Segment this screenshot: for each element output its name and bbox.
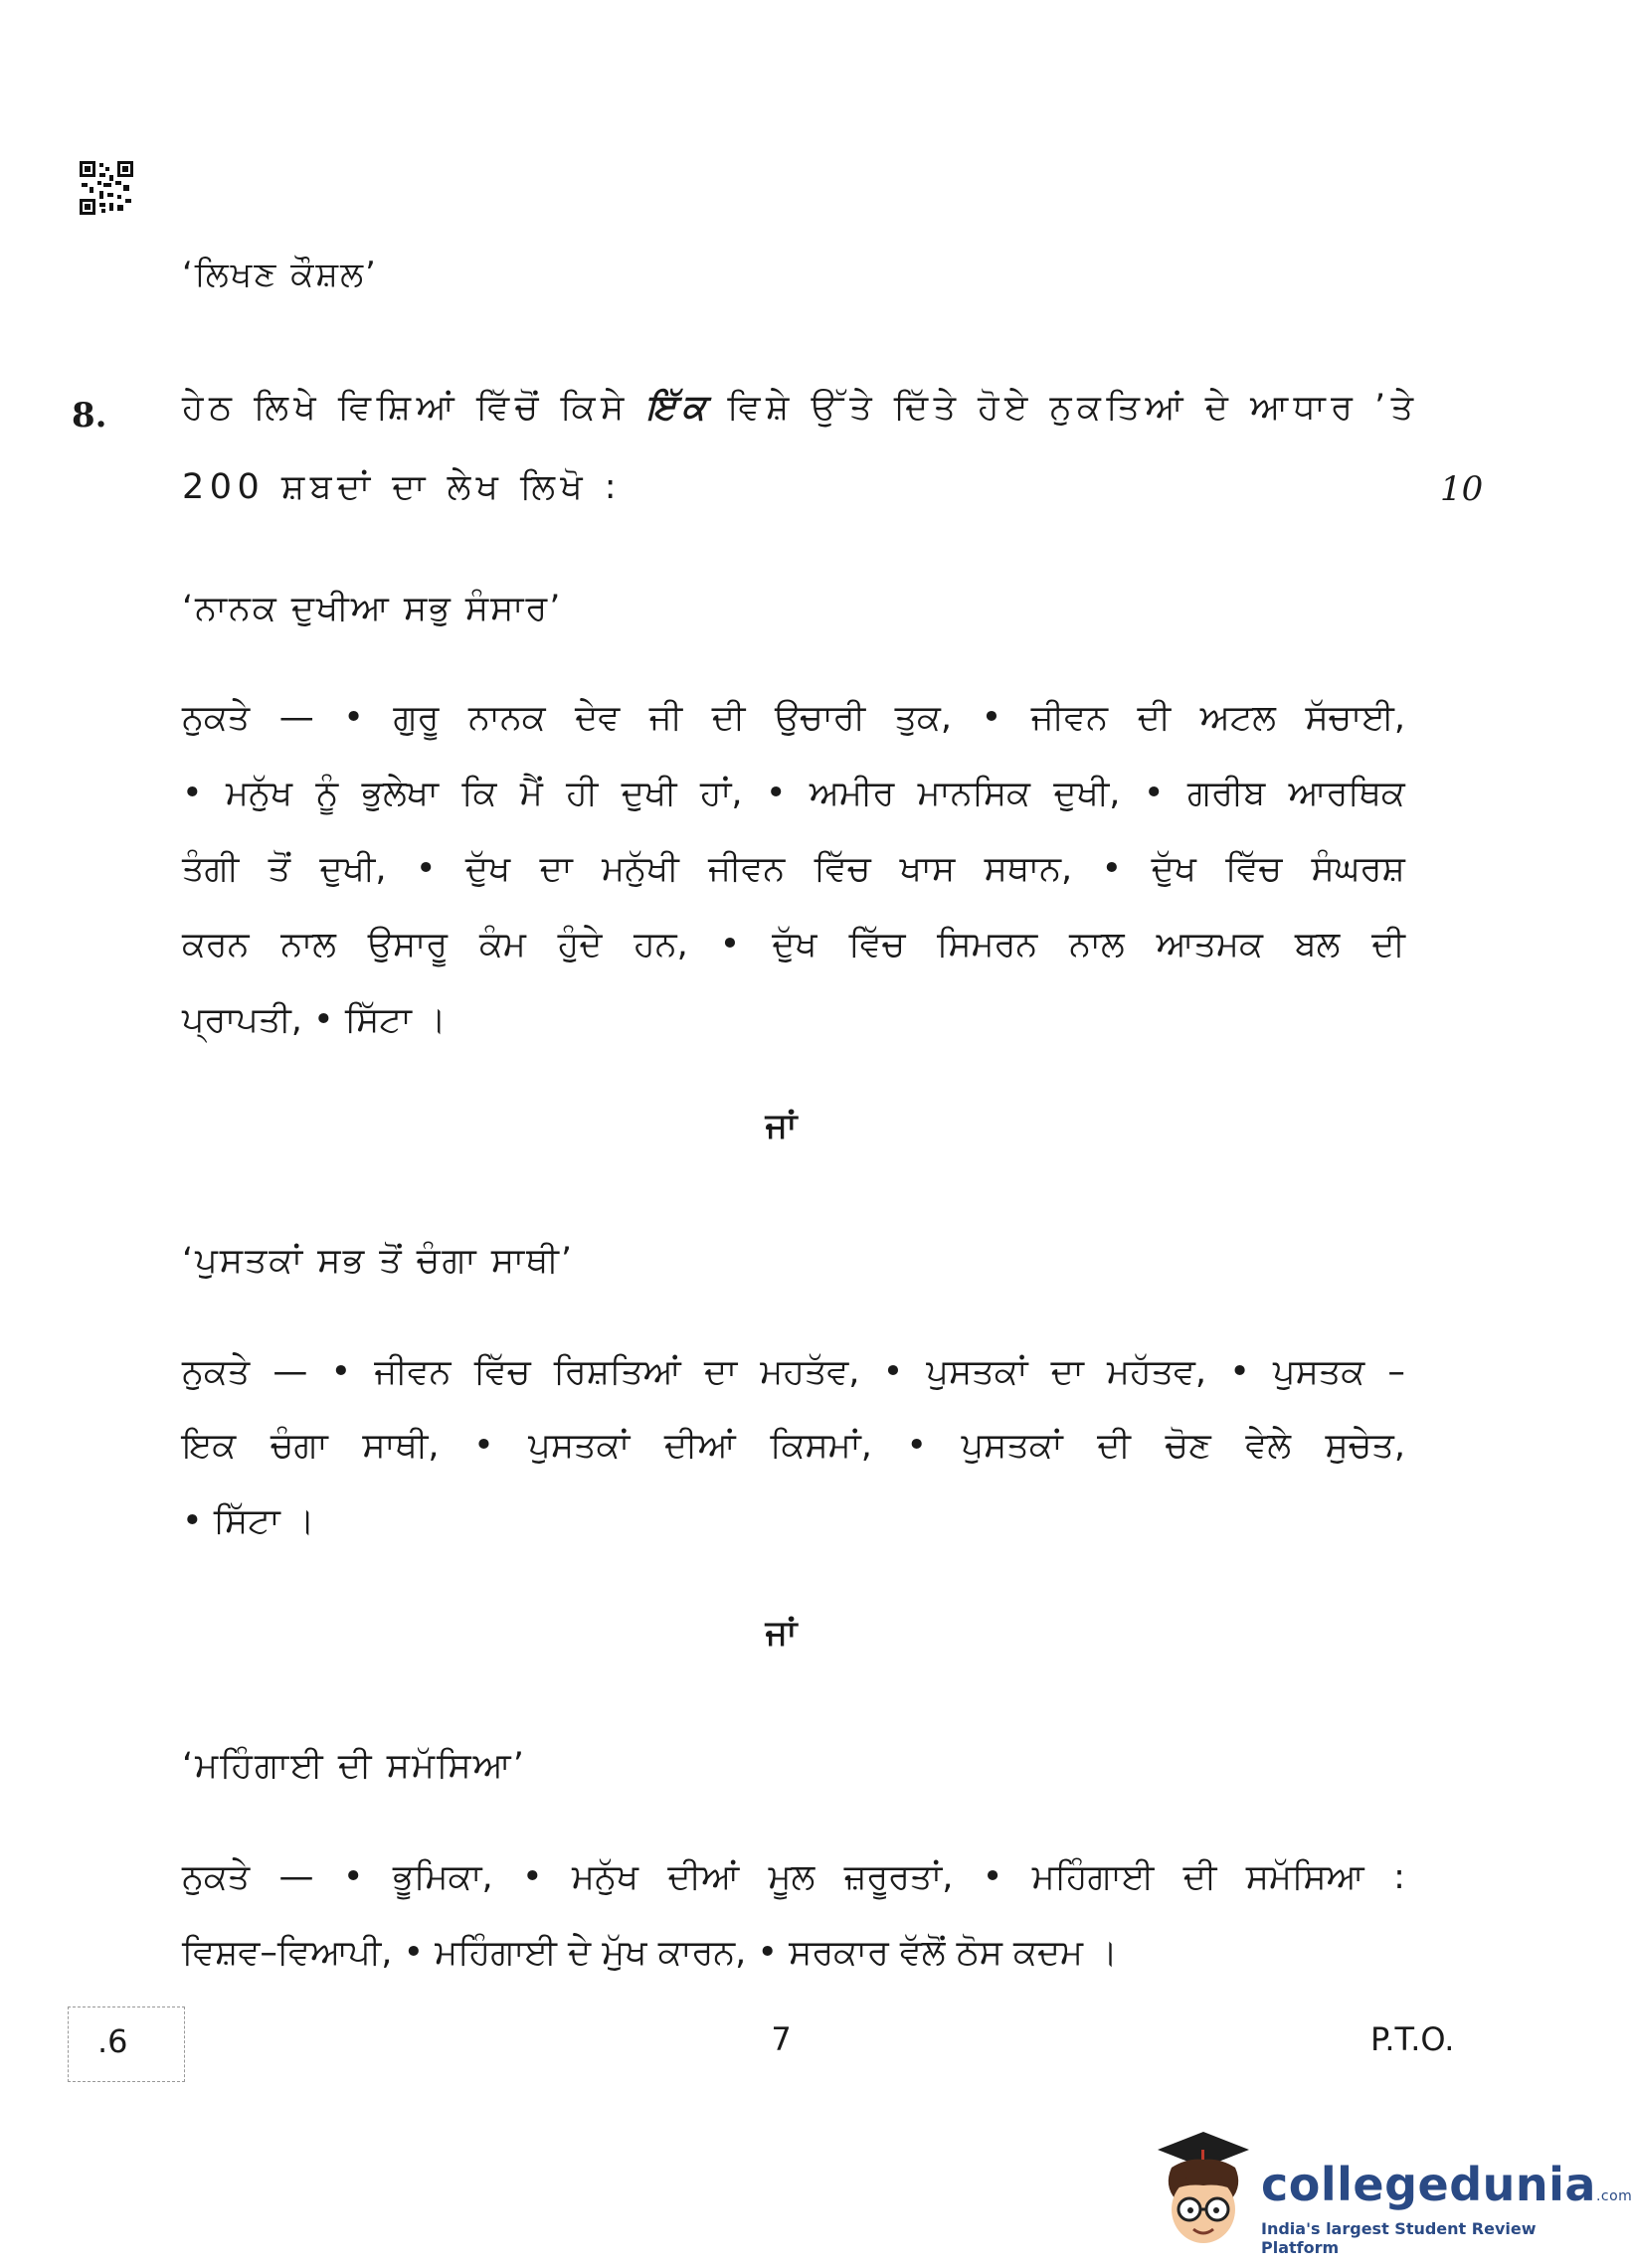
question-line-1: [182, 388, 1419, 428]
word: ਅਮੀਰ: [809, 774, 895, 813]
word: ਇਕ: [182, 1426, 237, 1466]
word: ਨੁਕਤੇ: [182, 1857, 251, 1897]
word: •: [982, 1857, 1003, 1897]
word: ਦੇਵ: [575, 698, 621, 738]
word: ਆਤਮਕ: [1156, 925, 1263, 964]
brand-suffix: .com: [1595, 2188, 1632, 2204]
word: ਵਿੱਚ: [473, 1352, 531, 1392]
question-text-pre: ਹੇਠ ਲਿਖੇ ਵਿਸ਼ਿਆਂ ਵਿੱਚੋਂ ਕਿਸੇ: [182, 388, 630, 428]
topic-line: [182, 698, 1405, 738]
word: ਨਾਲ: [280, 925, 336, 964]
word: ਪੁਸਤਕਾਂ: [528, 1426, 631, 1466]
word: ਕਿ: [461, 774, 497, 813]
word: —: [272, 1352, 308, 1392]
topic-line: ਵਿਸ਼ਵ–ਵਿਆਪੀ, • ਮਹਿੰਗਾਈ ਦੇ ਮੁੱਖ ਕਾਰਨ, • ਸਰਕਾਰ ਵੱਲੋਂ ਠੋਸ ਕਦਮ ।: [182, 1933, 1118, 1973]
topic-line: [182, 1857, 1405, 1897]
topic-line: [182, 925, 1405, 964]
word: ਨੁਕਤੇ: [182, 698, 251, 738]
word: •: [882, 1352, 904, 1392]
topic-line: ਪ੍ਰਾਪਤੀ, • ਸਿੱਟਾ ।: [182, 1000, 447, 1040]
word: ਦੁਖੀ,: [319, 849, 387, 889]
word: •: [342, 1857, 364, 1897]
word: ਦੁੱਖ: [1151, 849, 1196, 889]
word: ਆਰਥਿਕ: [1288, 774, 1405, 813]
word: •: [981, 698, 1002, 738]
word: ਪੁਸਤਕ: [1273, 1352, 1365, 1392]
topic-line: [182, 774, 1405, 813]
word: •: [1101, 849, 1123, 889]
word: ਕਰਨ: [182, 925, 250, 964]
word: ਦੁਖੀ,: [1053, 774, 1121, 813]
question-marks: 10: [1440, 469, 1484, 509]
or-separator: ਜਾਂ: [765, 1613, 798, 1653]
word: •: [473, 1426, 494, 1466]
word: ਹਨ,: [634, 925, 688, 964]
word: •: [719, 925, 741, 964]
word: ਭੁਲੇਖਾ: [361, 774, 439, 813]
word: ਰਿਸ਼ਤਿਆਂ: [553, 1352, 681, 1392]
qr-code-icon: [80, 161, 133, 215]
word: ਨੁਕਤੇ: [182, 1352, 251, 1392]
word: ਮੈਂ: [519, 774, 543, 813]
word: ਬਲ: [1294, 925, 1341, 964]
word: ਦੀ: [711, 698, 746, 738]
word: ਖਾਸ: [899, 849, 956, 889]
word: ਦੀ: [1371, 925, 1405, 964]
topic-title: ‘ਨਾਨਕ ਦੁਖੀਆ ਸਭੁ ਸੰਸਾਰ’: [182, 589, 563, 628]
word: ਨਾਨਕ: [468, 698, 546, 738]
word: ਮਨੁੱਖ: [226, 774, 293, 813]
word: ਤੋਂ: [268, 849, 291, 889]
word: ਸਾਥੀ,: [362, 1426, 440, 1466]
word: :: [1393, 1857, 1405, 1897]
word: ਹੀ: [566, 774, 599, 813]
topic-title: ‘ਪੁਸਤਕਾਂ ਸਭ ਤੋਂ ਚੰਗਾ ਸਾਥੀ’: [182, 1241, 574, 1281]
topic-line: [182, 849, 1405, 889]
topic-line: [182, 1426, 1405, 1466]
word: ਵਿੱਚ: [1225, 849, 1283, 889]
word: •: [343, 698, 364, 738]
word: ਅਟਲ: [1199, 698, 1276, 738]
word: ਦਾ: [539, 849, 573, 889]
word: ਵਿੱਚ: [848, 925, 906, 964]
word: ਦਾ: [704, 1352, 738, 1392]
word: ਨਾਲ: [1069, 925, 1125, 964]
word: •: [415, 849, 437, 889]
word: ਦੁੱਖ: [464, 849, 511, 889]
question-emphasis: ਇੱਕ: [645, 388, 711, 428]
word: ਚੰਗਾ: [270, 1426, 328, 1466]
word: ਤੁਕ,: [894, 698, 953, 738]
word: ਤੰਗੀ: [182, 849, 240, 889]
word: •: [765, 774, 787, 813]
word: ਮੂਲ: [768, 1857, 816, 1897]
brand-logo-text: [1261, 2158, 1632, 2211]
word: ਦੁਖੀ: [621, 774, 677, 813]
word: ਗਰੀਬ: [1186, 774, 1266, 813]
word: ਪੁਸਤਕਾਂ: [926, 1352, 1028, 1392]
word: ਦਾ: [1050, 1352, 1084, 1392]
word: ਸਿਮਰਨ: [937, 925, 1038, 964]
word: ਮਨੁੱਖ: [571, 1857, 639, 1897]
word: ਚੋਣ: [1165, 1426, 1211, 1466]
word: ਉਸਾਰੂ: [367, 925, 449, 964]
word: •: [1143, 774, 1165, 813]
word: ਜ਼ਰੂਰਤਾਂ,: [843, 1857, 954, 1897]
word: •: [906, 1426, 928, 1466]
brand-name: collegedunia: [1261, 2158, 1596, 2211]
word: ਦੀਆਂ: [667, 1857, 740, 1897]
word: ਮਹੱਤਵ,: [1107, 1352, 1207, 1392]
word: ਵਿੱਚ: [814, 849, 871, 889]
word: ਸਥਾਨ,: [984, 849, 1073, 889]
word: ਸਮੱਸਿਆ: [1245, 1857, 1364, 1897]
word: ਜੀਵਨ: [708, 849, 786, 889]
word: ਭੂਮਿਕਾ,: [392, 1857, 493, 1897]
word: –: [1387, 1352, 1405, 1392]
word: ਕੰਮ: [478, 925, 526, 964]
paper-code: .6: [97, 2022, 128, 2060]
word: ਸੰਘਰਸ਼: [1311, 849, 1405, 889]
question-text-post: ਵਿਸ਼ੇ ਉੱਤੇ ਦਿੱਤੇ ਹੋਏ ਨੁਕਤਿਆਂ ਦੇ ਆਧਾਰ ’ਤੇ: [727, 388, 1419, 428]
or-separator: ਜਾਂ: [765, 1106, 798, 1145]
word: •: [330, 1352, 352, 1392]
pto-label: P.T.O.: [1370, 2020, 1455, 2058]
word: ਪੁਸਤਕਾਂ: [961, 1426, 1063, 1466]
word: ਦੀ: [1137, 698, 1172, 738]
section-title: ‘ਲਿਖਣ ਕੌਸ਼ਲ’: [182, 255, 378, 294]
page-number: 7: [771, 2020, 792, 2058]
word: •: [182, 774, 203, 813]
word: ਗੁਰੂ: [393, 698, 440, 738]
word: ਸੱਚਾਈ,: [1305, 698, 1405, 738]
word: •: [1229, 1352, 1250, 1392]
word: ਦੀ: [1097, 1426, 1131, 1466]
question-line-2: 200 ਸ਼ਬਦਾਂ ਦਾ ਲੇਖ ਲਿਖੋ :: [182, 467, 623, 507]
word: ਹਾਂ,: [699, 774, 743, 813]
word: ਮਹਤੱਵ,: [760, 1352, 860, 1392]
topic-line: [182, 1352, 1405, 1392]
word: ਜੀ: [648, 698, 683, 738]
topic-line: • ਸਿੱਟਾ ।: [182, 1501, 315, 1541]
word: ਹੁੰਦੇ: [557, 925, 603, 964]
word: ਦੀ: [1182, 1857, 1217, 1897]
word: ਸੁਚੇਤ,: [1325, 1426, 1405, 1466]
word: ਮਨੁੱਖੀ: [602, 849, 679, 889]
word: —: [278, 1857, 314, 1897]
word: ਮਾਨਸਿਕ: [917, 774, 1031, 813]
mascot-logo-icon: [1154, 2128, 1253, 2257]
word: ਨੂੰ: [315, 774, 339, 813]
word: ਜੀਵਨ: [1030, 698, 1108, 738]
brand-tagline: India's largest Student Review Platform: [1261, 2219, 1537, 2257]
word: ਜੀਵਨ: [374, 1352, 452, 1392]
word: ਦੁੱਖ: [772, 925, 817, 964]
question-number: 8.: [72, 396, 107, 436]
word: ਉਚਾਰੀ: [774, 698, 866, 738]
word: ਮਹਿੰਗਾਈ: [1031, 1857, 1155, 1897]
word: ਵੇਲੇ: [1245, 1426, 1291, 1466]
word: —: [278, 698, 314, 738]
word: •: [521, 1857, 543, 1897]
word: ਕਿਸਮਾਂ,: [770, 1426, 872, 1466]
topic-title: ‘ਮਹਿੰਗਾਈ ਦੀ ਸਮੱਸਿਆ’: [182, 1746, 526, 1786]
word: ਦੀਆਂ: [663, 1426, 736, 1466]
